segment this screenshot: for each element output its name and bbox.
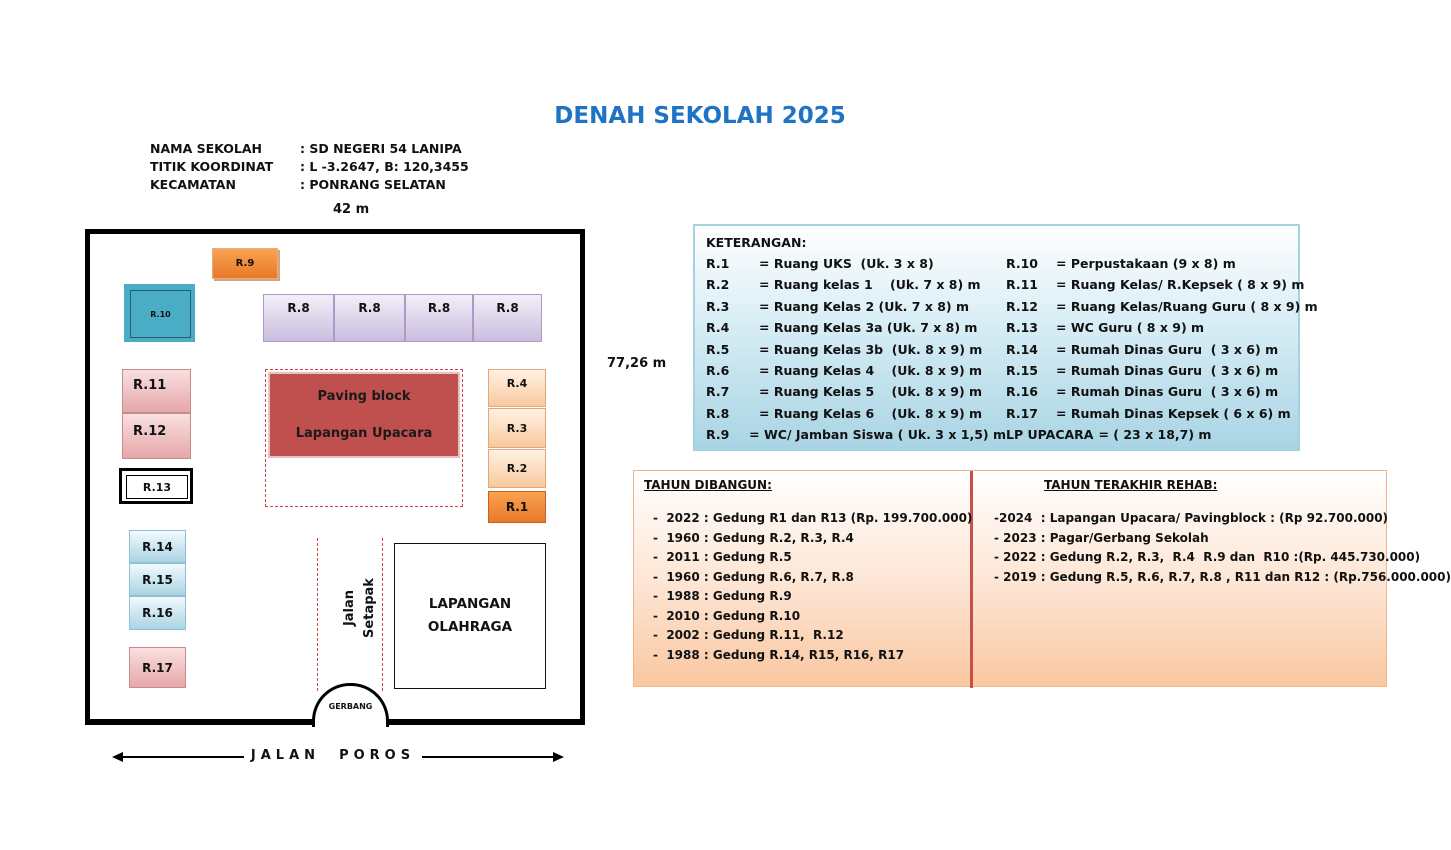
legend-code: R.10 — [1006, 256, 1039, 271]
sports-field-label-2: OLAHRAGA — [427, 619, 513, 635]
legend-description: = Ruang Kelas 3a (Uk. 7 x 8) m — [759, 320, 978, 336]
legend-right-column — [1006, 253, 1318, 446]
legend-code: R.15 — [1006, 362, 1039, 378]
room-r8-1: R.8 — [263, 294, 334, 342]
legend-code: R.13 — [1006, 320, 1039, 336]
room-r8-4: R.8 — [473, 294, 542, 342]
legend-description: = Rumah Dinas Guru ( 3 x 6) m — [1056, 362, 1279, 378]
legend-left-column — [706, 253, 1006, 446]
road-arrow-left-head — [112, 752, 123, 762]
legend-code: R.8 — [706, 405, 730, 421]
legend-description: = Ruang Kelas 2 (Uk. 7 x 8) m — [759, 298, 970, 314]
info-value-coordinates: : L -3.2647, B: 120,3455 — [300, 159, 469, 174]
paving-block-area — [268, 372, 460, 458]
room-r11: R.11 — [122, 369, 191, 413]
rehab-years-list — [994, 509, 1451, 587]
room-r8-3: R.8 — [405, 294, 473, 342]
footpath-label: Jalan Setapak — [342, 578, 377, 638]
legend-code: R.11 — [1006, 277, 1039, 293]
room-r10-label: R.10 — [130, 290, 191, 338]
road-label: JALAN POROS — [250, 748, 416, 763]
construction-years-box — [633, 470, 1451, 687]
room-r9: R.9 — [212, 248, 278, 279]
road-arrow-right-head — [553, 752, 564, 762]
room-r10 — [124, 284, 195, 342]
legend-row — [706, 274, 1006, 295]
room-r14: R.14 — [129, 530, 186, 563]
legend-description: = Rumah Dinas Guru ( 3 x 6) m — [1056, 384, 1279, 400]
room-r1: R.1 — [488, 491, 546, 523]
legend-description: = ( 23 x 18,7) m — [1098, 427, 1212, 443]
built-year-item: - 1960 : Gedung R.2, R.3, R.4 — [653, 530, 854, 545]
path-right-edge — [382, 538, 383, 691]
rehab-year-item: - 2023 : Pagar/Gerbang Sekolah — [994, 530, 1209, 545]
room-r16: R.16 — [129, 596, 186, 630]
school-info — [150, 140, 469, 194]
legend-code: R.12 — [1006, 298, 1039, 314]
legend-code: R.9 — [706, 427, 730, 443]
length-dimension: 77,26 m — [607, 356, 667, 371]
legend-description: = Ruang Kelas 4 (Uk. 8 x 9) m — [759, 362, 983, 378]
info-value-school-name: : SD NEGERI 54 LANIPA — [300, 141, 462, 156]
legend-row — [706, 296, 1006, 317]
built-year-item: - 1988 : Gedung R.9 — [653, 589, 792, 603]
legend-row — [706, 403, 1006, 424]
legend-row — [706, 253, 1006, 274]
legend-description: = Ruang Kelas/ R.Kepsek ( 8 x 9) m — [1056, 277, 1305, 293]
room-r17: R.17 — [129, 647, 186, 688]
legend-description: = Ruang Kelas 5 (Uk. 8 x 9) m — [759, 384, 983, 400]
legend-row — [1006, 360, 1318, 381]
legend-row — [1006, 253, 1318, 274]
legend-description: = Ruang Kelas/Ruang Guru ( 8 x 9) m — [1056, 298, 1318, 314]
legend-code: R.6 — [706, 362, 730, 378]
legend-code: R.5 — [706, 341, 730, 357]
legend-code: LP UPACARA — [1006, 427, 1094, 443]
page-title: DENAH SEKOLAH 2025 — [554, 103, 846, 129]
legend-code: R.14 — [1006, 341, 1039, 357]
legend-row — [1006, 339, 1318, 360]
legend-description: = Ruang Kelas 3b (Uk. 8 x 9) m — [759, 341, 983, 357]
info-label-coordinates: TITIK KOORDINAT — [150, 159, 274, 174]
info-value-district: : PONRANG SELATAN — [300, 177, 446, 192]
width-dimension: 42 m — [333, 202, 370, 217]
rehab-years-header: TAHUN TERAKHIR REHAB: — [1044, 478, 1218, 492]
path-left-edge — [317, 538, 318, 691]
legend-row — [1006, 403, 1318, 424]
legend-row — [706, 424, 1006, 445]
ceremony-field-label: Lapangan Upacara — [295, 426, 433, 441]
room-r13-label: R.13 — [126, 475, 188, 499]
legend-row — [706, 381, 1006, 402]
legend-description: = WC Guru ( 8 x 9) m — [1056, 320, 1205, 336]
legend-description: = Rumah Dinas Guru ( 3 x 6) m — [1056, 341, 1279, 357]
room-r8-2: R.8 — [334, 294, 405, 342]
room-r2: R.2 — [488, 449, 546, 488]
legend-box — [693, 224, 1318, 451]
legend-header: KETERANGAN: — [706, 235, 807, 250]
built-year-item: - 1960 : Gedung R.6, R.7, R.8 — [653, 569, 854, 584]
room-r15: R.15 — [129, 563, 186, 596]
legend-row — [1006, 296, 1318, 317]
info-label-district: KECAMATAN — [150, 177, 236, 192]
rehab-year-item: - 2019 : Gedung R.5, R.6, R.7, R.8 , R11 dan R12 : (Rp.756.000.000) — [994, 569, 1451, 584]
legend-row — [1006, 274, 1318, 295]
room-r3: R.3 — [488, 408, 546, 448]
built-year-item: - 1988 : Gedung R.14, R15, R16, R17 — [653, 647, 905, 662]
legend-description: = Perpustakaan (9 x 8) m — [1056, 256, 1236, 271]
info-label-school-name: NAMA SEKOLAH — [150, 141, 262, 156]
legend-row — [706, 360, 1006, 381]
room-r12: R.12 — [122, 413, 191, 459]
built-year-item: - 2010 : Gedung R.10 — [653, 608, 801, 623]
built-years-header: TAHUN DIBANGUN: — [644, 478, 772, 492]
legend-row — [706, 339, 1006, 360]
legend-row — [1006, 317, 1318, 338]
legend-description: = Ruang Kelas 6 (Uk. 8 x 9) m — [759, 405, 983, 421]
legend-row — [706, 317, 1006, 338]
legend-code: R.3 — [706, 298, 730, 314]
sports-field-label-1: LAPANGAN — [428, 596, 512, 612]
built-year-item: - 2011 : Gedung R.5 — [653, 550, 792, 564]
built-year-item: - 2022 : Gedung R1 dan R13 (Rp. 199.700.000) — [653, 511, 973, 525]
legend-description: = Rumah Dinas Kepsek ( 6 x 6) m — [1056, 405, 1291, 421]
legend-description: = Ruang kelas 1 (Uk. 7 x 8) m — [759, 277, 981, 293]
legend-description: = WC/ Jamban Siswa ( Uk. 3 x 1,5) m — [749, 427, 1006, 443]
room-r4: R.4 — [488, 369, 546, 407]
paving-label: Paving block — [317, 389, 411, 404]
legend-code: R.7 — [706, 384, 730, 400]
gate: GERBANG — [312, 683, 389, 727]
legend-code: R.1 — [706, 256, 730, 271]
sports-field — [394, 543, 546, 689]
legend-code: R.16 — [1006, 384, 1039, 400]
legend-code: R.2 — [706, 277, 730, 293]
legend-description: = Ruang UKS (Uk. 3 x 8) — [759, 256, 934, 271]
legend-row — [1006, 381, 1318, 402]
built-year-item: - 2002 : Gedung R.11, R.12 — [653, 628, 844, 642]
rehab-year-item: - 2022 : Gedung R.2, R.3, R.4 R.9 dan R10 :(Rp. 445.730.000) — [994, 550, 1421, 564]
room-r13 — [119, 468, 193, 504]
rehab-year-item: -2024 : Lapangan Upacara/ Pavingblock : (Rp 92.700.000) — [994, 511, 1389, 525]
legend-code: R.4 — [706, 320, 730, 336]
legend-row — [1006, 424, 1318, 445]
built-years-list — [653, 509, 972, 665]
legend-code: R.17 — [1006, 405, 1039, 421]
